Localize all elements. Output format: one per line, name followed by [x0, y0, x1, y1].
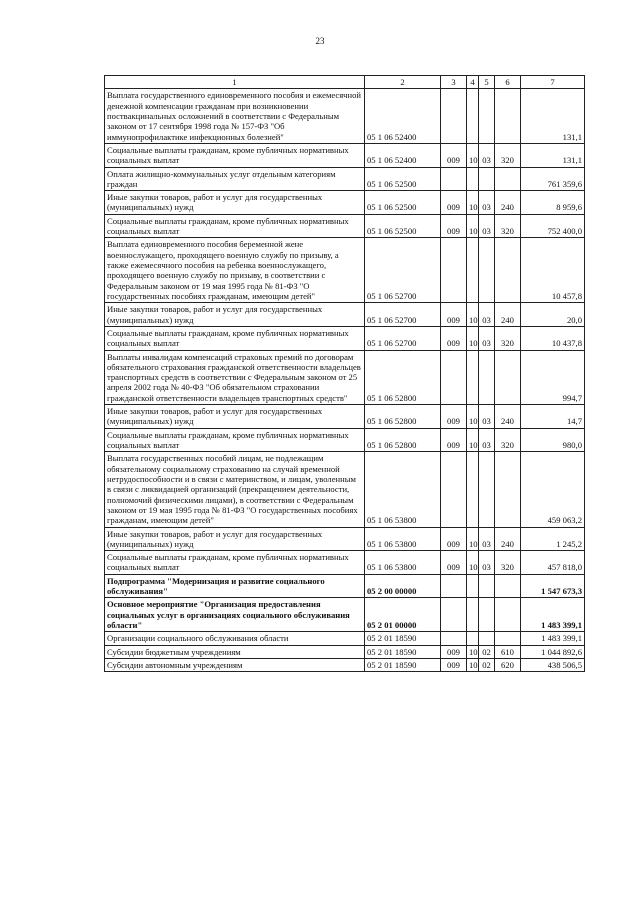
- target-article-code: 05 2 01 00000: [365, 598, 441, 632]
- subsection-code: [479, 632, 495, 645]
- table-body: [105, 89, 585, 672]
- subsection-code: [479, 598, 495, 632]
- subsection-code: 03: [479, 214, 495, 238]
- table-row: [105, 326, 585, 350]
- row-description: Социальные выплаты гражданам, кроме публичных нормативных социальных выплат: [105, 214, 365, 238]
- subsection-code: [479, 350, 495, 405]
- expense-type-code: 320: [495, 551, 521, 575]
- section-code: [467, 238, 479, 303]
- department-code: [441, 89, 467, 144]
- target-article-code: 05 1 06 52800: [365, 405, 441, 429]
- expense-type-code: 320: [495, 143, 521, 167]
- amount-value: 994,7: [521, 350, 585, 405]
- table-row: [105, 428, 585, 452]
- expense-type-code: [495, 350, 521, 405]
- column-number: 4: [467, 76, 479, 89]
- table-row: [105, 405, 585, 429]
- department-code: [441, 238, 467, 303]
- subsection-code: [479, 167, 495, 191]
- row-description: Субсидии автономным учреждениям: [105, 658, 365, 671]
- amount-value: 1 547 673,3: [521, 574, 585, 598]
- expense-type-code: 240: [495, 303, 521, 327]
- table-row: [105, 167, 585, 191]
- expense-type-code: [495, 89, 521, 144]
- amount-value: 438 506,5: [521, 658, 585, 671]
- row-description: Субсидии бюджетным учреждениям: [105, 645, 365, 658]
- department-code: 009: [441, 658, 467, 671]
- row-description: Социальные выплаты гражданам, кроме публичных нормативных социальных выплат: [105, 143, 365, 167]
- section-code: 10: [467, 645, 479, 658]
- target-article-code: 05 1 06 52800: [365, 350, 441, 405]
- amount-value: 1 483 399,1: [521, 598, 585, 632]
- expense-type-code: 620: [495, 658, 521, 671]
- subsection-code: 03: [479, 527, 495, 551]
- expense-type-code: [495, 452, 521, 527]
- row-description: Иные закупки товаров, работ и услуг для государственных (муниципальных) нужд: [105, 303, 365, 327]
- expense-type-code: 320: [495, 326, 521, 350]
- subsection-code: [479, 89, 495, 144]
- row-description: Выплата единовременного пособия беременной жене военнослужащего, проходящего военную службу по призыву, а также ежемесячного пособия на ребенка военнослужащего, проходящего военную службу по призыву, в соответствии с Федеральным законом от 19 мая 1995 года № 81-ФЗ "О государственных пособиях гражданам, имеющим детей": [105, 238, 365, 303]
- table-row: [105, 527, 585, 551]
- row-description: Выплата государственного единовременного пособия и ежемесячной денежной компенсации гражданам при возникновении поствакцинальных осложнений в соответствии с Федеральным законом от 17 сентября 1998 года № 157-ФЗ "Об иммунопрофилактике инфекционных болезней": [105, 89, 365, 144]
- department-code: [441, 598, 467, 632]
- department-code: 009: [441, 143, 467, 167]
- expense-type-code: 240: [495, 527, 521, 551]
- subsection-code: 03: [479, 143, 495, 167]
- section-code: 10: [467, 326, 479, 350]
- row-description: Иные закупки товаров, работ и услуг для государственных (муниципальных) нужд: [105, 191, 365, 215]
- subsection-code: 03: [479, 191, 495, 215]
- amount-value: 980,0: [521, 428, 585, 452]
- subsection-code: 03: [479, 551, 495, 575]
- table-row: [105, 632, 585, 645]
- department-code: 009: [441, 303, 467, 327]
- amount-value: 459 063,2: [521, 452, 585, 527]
- department-code: 009: [441, 405, 467, 429]
- column-number: 6: [495, 76, 521, 89]
- amount-value: 10 457,8: [521, 238, 585, 303]
- table-row: [105, 303, 585, 327]
- section-code: 10: [467, 658, 479, 671]
- amount-value: 8 959,6: [521, 191, 585, 215]
- amount-value: 14,7: [521, 405, 585, 429]
- table-row: [105, 598, 585, 632]
- target-article-code: 05 1 06 52400: [365, 89, 441, 144]
- expense-type-code: [495, 238, 521, 303]
- budget-table: [104, 75, 585, 672]
- section-code: [467, 598, 479, 632]
- column-number-row: [105, 76, 585, 89]
- section-code: [467, 452, 479, 527]
- table-row: [105, 452, 585, 527]
- table-row: [105, 658, 585, 671]
- table-row: [105, 350, 585, 405]
- subsection-code: 02: [479, 645, 495, 658]
- row-description: Основное мероприятие "Организация предоставления социальных услуг в организациях социального обслуживания области": [105, 598, 365, 632]
- table-row: [105, 551, 585, 575]
- table-row: [105, 645, 585, 658]
- amount-value: 1 044 892,6: [521, 645, 585, 658]
- target-article-code: 05 1 06 52500: [365, 214, 441, 238]
- target-article-code: 05 1 06 52500: [365, 191, 441, 215]
- department-code: [441, 632, 467, 645]
- row-description: Подпрограмма "Модернизация и развитие социального обслуживания": [105, 574, 365, 598]
- target-article-code: 05 1 06 52700: [365, 326, 441, 350]
- target-article-code: 05 1 06 53800: [365, 527, 441, 551]
- row-description: Выплата государственных пособий лицам, не подлежащим обязательному социальному страхованию на случай временной нетрудоспособности и в связи с материнством, и лицам, уволенным в связи с ликвидацией организаций (прекращением деятельности, полномочий физическими лицами), в соответствии с Федеральным законом от 19 мая 1995 года № 81-ФЗ "О государственных пособиях гражданам, имеющим детей": [105, 452, 365, 527]
- section-code: 10: [467, 214, 479, 238]
- amount-value: 761 359,6: [521, 167, 585, 191]
- column-number: 2: [365, 76, 441, 89]
- department-code: [441, 574, 467, 598]
- row-description: Социальные выплаты гражданам, кроме публичных нормативных социальных выплат: [105, 326, 365, 350]
- row-description: Оплата жилищно-коммунальных услуг отдельным категориям граждан: [105, 167, 365, 191]
- row-description: Социальные выплаты гражданам, кроме публичных нормативных социальных выплат: [105, 428, 365, 452]
- target-article-code: 05 1 06 52700: [365, 238, 441, 303]
- table-row: [105, 191, 585, 215]
- expense-type-code: [495, 598, 521, 632]
- amount-value: 20,0: [521, 303, 585, 327]
- expense-type-code: 240: [495, 405, 521, 429]
- department-code: [441, 167, 467, 191]
- section-code: [467, 167, 479, 191]
- subsection-code: 03: [479, 428, 495, 452]
- amount-value: 131,1: [521, 89, 585, 144]
- expense-type-code: 610: [495, 645, 521, 658]
- table-row: [105, 238, 585, 303]
- section-code: 10: [467, 303, 479, 327]
- table-row: [105, 574, 585, 598]
- section-code: 10: [467, 527, 479, 551]
- department-code: 009: [441, 428, 467, 452]
- expense-type-code: 240: [495, 191, 521, 215]
- row-description: Иные закупки товаров, работ и услуг для государственных (муниципальных) нужд: [105, 527, 365, 551]
- amount-value: 131,1: [521, 143, 585, 167]
- section-code: [467, 350, 479, 405]
- department-code: 009: [441, 527, 467, 551]
- target-article-code: 05 2 01 18590: [365, 645, 441, 658]
- section-code: [467, 89, 479, 144]
- target-article-code: 05 1 06 52700: [365, 303, 441, 327]
- subsection-code: 02: [479, 658, 495, 671]
- section-code: 10: [467, 143, 479, 167]
- amount-value: 1 483 399,1: [521, 632, 585, 645]
- subsection-code: [479, 574, 495, 598]
- column-number: 7: [521, 76, 585, 89]
- expense-type-code: [495, 167, 521, 191]
- row-description: Выплаты инвалидам компенсаций страховых премий по договорам обязательного страхования гражданской ответственности владельцев транспортных средств в соответствии с Федеральным законом от 25 апреля 2002 года № 40-ФЗ "Об обязательном страховании гражданской ответственности владельцев транспортных средств": [105, 350, 365, 405]
- expense-type-code: 320: [495, 428, 521, 452]
- amount-value: 752 400,0: [521, 214, 585, 238]
- department-code: 009: [441, 326, 467, 350]
- department-code: [441, 350, 467, 405]
- row-description: Иные закупки товаров, работ и услуг для государственных (муниципальных) нужд: [105, 405, 365, 429]
- row-description: Организации социального обслуживания области: [105, 632, 365, 645]
- page-number: 23: [315, 36, 325, 46]
- column-number: 1: [105, 76, 365, 89]
- section-code: [467, 574, 479, 598]
- section-code: 10: [467, 405, 479, 429]
- target-article-code: 05 2 01 18590: [365, 658, 441, 671]
- amount-value: 1 245,2: [521, 527, 585, 551]
- department-code: 009: [441, 191, 467, 215]
- subsection-code: [479, 238, 495, 303]
- section-code: 10: [467, 551, 479, 575]
- expense-type-code: [495, 574, 521, 598]
- target-article-code: 05 1 06 52800: [365, 428, 441, 452]
- subsection-code: 03: [479, 303, 495, 327]
- subsection-code: 03: [479, 326, 495, 350]
- target-article-code: 05 1 06 53800: [365, 452, 441, 527]
- amount-value: 457 818,0: [521, 551, 585, 575]
- column-number: 5: [479, 76, 495, 89]
- subsection-code: [479, 452, 495, 527]
- department-code: [441, 452, 467, 527]
- department-code: 009: [441, 551, 467, 575]
- section-code: [467, 632, 479, 645]
- department-code: 009: [441, 214, 467, 238]
- section-code: 10: [467, 428, 479, 452]
- department-code: 009: [441, 645, 467, 658]
- section-code: 10: [467, 191, 479, 215]
- expense-type-code: 320: [495, 214, 521, 238]
- target-article-code: 05 1 06 52400: [365, 143, 441, 167]
- table-row: [105, 214, 585, 238]
- target-article-code: 05 1 06 52500: [365, 167, 441, 191]
- column-number: 3: [441, 76, 467, 89]
- expense-type-code: [495, 632, 521, 645]
- row-description: Социальные выплаты гражданам, кроме публичных нормативных социальных выплат: [105, 551, 365, 575]
- table-row: [105, 143, 585, 167]
- target-article-code: 05 1 06 53800: [365, 551, 441, 575]
- target-article-code: 05 2 01 18590: [365, 632, 441, 645]
- subsection-code: 03: [479, 405, 495, 429]
- amount-value: 10 437,8: [521, 326, 585, 350]
- table-row: [105, 89, 585, 144]
- target-article-code: 05 2 00 00000: [365, 574, 441, 598]
